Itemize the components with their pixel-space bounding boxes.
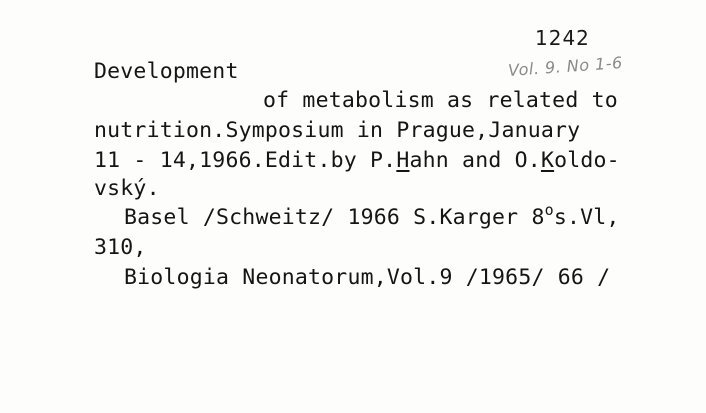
- editors-line-middle: ahn and O.: [409, 148, 541, 173]
- editors-line-end: oldo-: [554, 148, 620, 173]
- handwritten-volume-note: Vol. 9. No 1-6: [507, 53, 624, 80]
- title-line-1: Development: [94, 59, 239, 84]
- publication-line-start: Basel /Schweitz/ 1966 S.Karger 8: [124, 205, 545, 230]
- editor-initial-h: H: [396, 148, 410, 173]
- octavo-superscript: o: [544, 201, 554, 219]
- editor-initial-k: K: [540, 148, 555, 173]
- publication-line: [124, 201, 620, 230]
- editors-line-continued: vský.: [94, 176, 160, 201]
- publication-line-end: s.Vl,: [553, 205, 620, 230]
- editors-line: [94, 150, 620, 172]
- series-line: Biologia Neonatorum,Vol.9 /1965/ 66 /: [124, 265, 611, 290]
- editors-line-start: 11 - 14,1966.Edit.by P.: [94, 148, 397, 173]
- call-number: 1242: [535, 26, 590, 50]
- title-line-2: of metabolism as related to: [263, 88, 618, 113]
- title-line-3: nutrition.Symposium in Prague,January: [94, 118, 581, 143]
- pages-line: 310,: [94, 235, 147, 260]
